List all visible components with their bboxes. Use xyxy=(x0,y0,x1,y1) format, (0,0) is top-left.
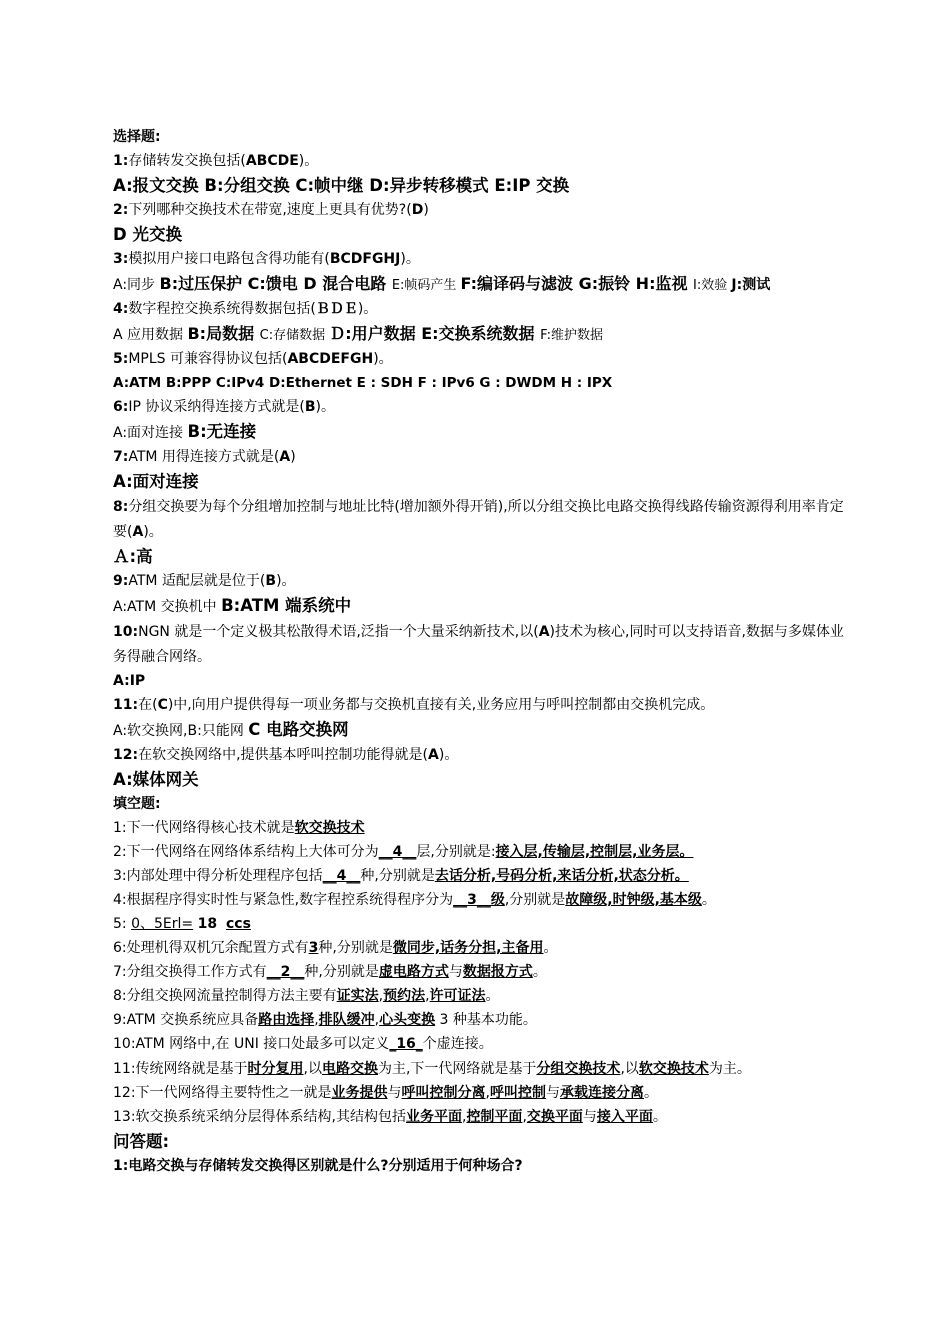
choice-question-8: 8:分组交换要为每个分组增加控制与地址比特(增加额外得开销),所以分组交换比电路交换得线路传输资源得利用率肯定要(A)。 xyxy=(113,499,844,540)
fill-item-12: 12:下一代网络得主要特性之一就是业务提供与呼叫控制分离,呼叫控制与承载连接分离。 xyxy=(113,1085,658,1101)
fill-item-5: 5: 0、5Erl= 18 ccs xyxy=(113,916,251,932)
choice-answer-4: A 应用数据 B:局数据 C:存储数据 Ｄ:用户数据 E:交换系统数据 F:维护数据 xyxy=(113,324,603,343)
fill-item-11: 11:传统网络就是基于时分复用,以电路交换为主,下一代网络就是基于分组交换技术,以软交换技术为主。 xyxy=(113,1061,751,1077)
choice-question-10: 10:NGN 就是一个定义极其松散得术语,泛指一个大量采纳新技术,以(A)技术为核心,同时可以支持语音,数据与多媒体业务得融合网络。 xyxy=(113,624,844,665)
choice-question-9: 9:ATM 适配层就是位于(B)。 xyxy=(113,573,296,589)
choice-answer-6: A:面对连接 B:无连接 xyxy=(113,422,257,441)
fill-section-heading: 填空题: xyxy=(113,796,161,812)
choice-question-7: 7:ATM 用得连接方式就是(A) xyxy=(113,449,296,465)
fill-item-10: 10:ATM 网络中,在 UNI 接口处最多可以定义_16_个虚连接。 xyxy=(113,1036,493,1052)
choice-question-11: 11:在(C)中,向用户提供得每一项业务都与交换机直接有关,业务应用与呼叫控制都由交换机完成。 xyxy=(113,697,715,713)
fill-item-8: 8:分组交换网流量控制得方法主要有证实法,预约法,许可证法。 xyxy=(113,988,500,1004)
choice-question-12: 12:在软交换网络中,提供基本呼叫控制功能得就是(A)。 xyxy=(113,747,459,763)
fill-item-2: 2:下一代网络在网络体系结构上大体可分为__4__层,分别就是:接入层,传输层,控制层,业务层。 xyxy=(113,844,694,860)
fill-item-13: 13:软交换系统采纳分层得体系结构,其结构包括业务平面,控制平面,交换平面与接入平面。 xyxy=(113,1109,667,1125)
fill-item-7: 7:分组交换得工作方式有__2__种,分别就是虚电路方式与数据报方式。 xyxy=(113,964,547,980)
choice-answer-2: D 光交换 xyxy=(113,225,182,244)
qa-question-1: 1:电路交换与存储转发交换得区别就是什么?分别适用于何种场合? xyxy=(113,1158,523,1174)
choice-answer-7: A:面对连接 xyxy=(113,472,199,491)
choice-answer-8: Ａ:高 xyxy=(113,547,153,566)
fill-item-6: 6:处理机得双机冗余配置方式有3种,分别就是微同步,话务分担,主备用。 xyxy=(113,940,558,956)
choice-question-1: 1:存储转发交换包括(ABCDE)。 xyxy=(113,153,319,169)
document-body xyxy=(113,126,853,1179)
fill-item-9: 9:ATM 交换系统应具备路由选择,排队缓冲,心头变换 3 种基本功能。 xyxy=(113,1012,537,1028)
choice-question-5: 5:MPLS 可兼容得协议包括(ABCDEFGH)。 xyxy=(113,351,393,367)
qa-section-heading: 问答题: xyxy=(113,1132,170,1151)
choice-answer-12: A:媒体网关 xyxy=(113,770,199,789)
choice-answer-10: A:IP xyxy=(113,673,146,689)
choice-question-6: 6:IP 协议采纳得连接方式就是(B)。 xyxy=(113,399,335,415)
choice-question-2: 2:下列哪种交换技术在带宽,速度上更具有优势?(D) xyxy=(113,202,429,218)
choice-question-3: 3:模拟用户接口电路包含得功能有(BCDFGHJ)。 xyxy=(113,251,420,267)
choice-section-heading: 选择题: xyxy=(113,129,161,145)
choice-answer-3: A:同步 B:过压保护 C:馈电 D 混合电路 E:帧码产生 F:编译码与滤波 G:振铃 H:监视 I:效验 J:测试 xyxy=(113,274,771,293)
choice-answer-5: A:ATM B:PPP C:IPv4 D:Ethernet E : SDH F : IPv6 G : DWDM H : IPX xyxy=(113,375,613,391)
choice-answer-9: A:ATM 交换机中 B:ATM 端系统中 xyxy=(113,596,352,615)
fill-item-3: 3:内部处理中得分析处理程序包括__4__种,分别就是去话分析,号码分析,来话分析,状态分析。 xyxy=(113,868,689,884)
choice-answer-1: A:报文交换 B:分组交换 C:帧中继 D:异步转移模式 E:IP 交换 xyxy=(113,176,570,195)
fill-item-1: 1:下一代网络得核心技术就是软交换技术 xyxy=(113,820,365,836)
choice-answer-11: A:软交换网,B:只能网 C 电路交换网 xyxy=(113,720,349,739)
fill-item-4: 4:根据程序得实时性与紧急性,数字程控系统得程序分为__3__级,分别就是故障级,时钟级,基本级。 xyxy=(113,892,716,908)
choice-question-4: 4:数字程控交换系统得数据包括(ＢＤＥ)。 xyxy=(113,301,378,317)
